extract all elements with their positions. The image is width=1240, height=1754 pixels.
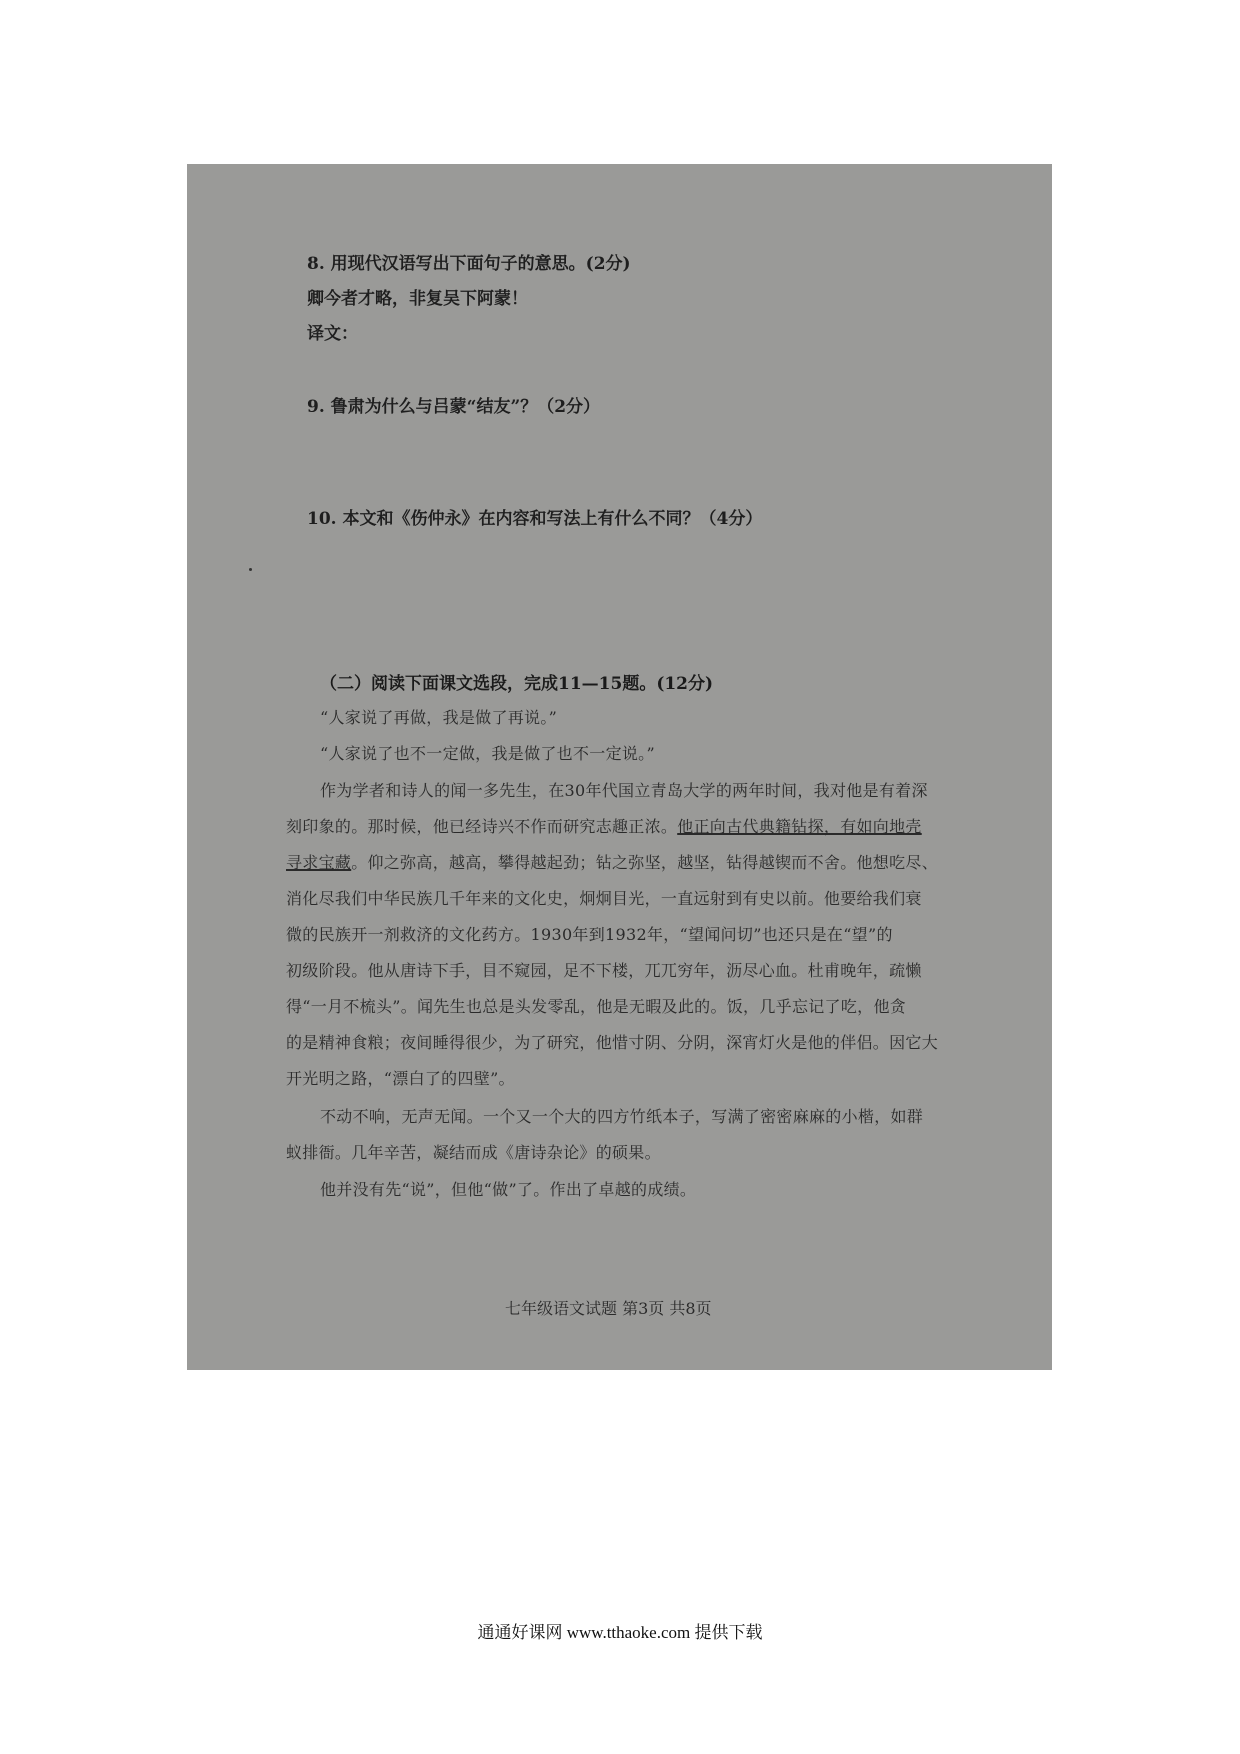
site-footer: 通通好课网 www.tthaoke.com 提供下载 — [477, 1623, 763, 1642]
passage-line: 的是精神食粮；夜间睡得很少，为了研究，他惜寸阴、分阴，深宵灯火是他的伴侣。因它大 — [286, 1033, 939, 1052]
quote-1: “人家说了再做，我是做了再说。” — [320, 708, 558, 727]
passage-line — [286, 814, 922, 837]
question-8-translation-label: 译文： — [307, 324, 358, 344]
passage-line: 微的民族开一剂救济的文化药方。1930年到1932年，“望闻问切”也还只是在“望”的 — [286, 925, 893, 944]
scan-speck — [249, 568, 252, 571]
underlined-sentence-end: 寻求宝藏 — [286, 853, 352, 872]
question-8-prompt: 8. 用现代汉语写出下面句子的意思。(2分) — [307, 254, 631, 274]
scanned-page — [187, 164, 1052, 1370]
passage-line: 开光明之路，“漂白了的四壁”。 — [286, 1069, 515, 1088]
passage-line: 他并没有先“说”，但他“做”了。作出了卓越的成绩。 — [320, 1180, 697, 1199]
passage-line: 蚁排衙。几年辛苦，凝结而成《唐诗杂论》的硕果。 — [286, 1143, 661, 1162]
passage-line: 消化尽我们中华民族几千年来的文化史，炯炯目光，一直远射到有史以前。他要给我们衰 — [286, 889, 922, 908]
quote-2: “人家说了也不一定做，我是做了也不一定说。” — [320, 744, 655, 763]
underlined-sentence: 他正向古代典籍钻探，有如向地壳 — [677, 817, 922, 836]
question-10: 10. 本文和《伤仲永》在内容和写法上有什么不同？（4分） — [307, 509, 763, 529]
question-9: 9. 鲁肃为什么与吕蒙“结友”？（2分） — [307, 397, 601, 417]
section-2-title: （二）阅读下面课文选段，完成11—15题。(12分) — [320, 674, 714, 694]
passage-text: 。仰之弥高，越高，攀得越起劲；钻之弥坚，越坚，钻得越锲而不舍。他想吃尽、 — [351, 853, 939, 872]
passage-text: 刻印象的。那时候，他已经诗兴不作而研究志趣正浓。 — [286, 817, 678, 836]
passage-line: 不动不响，无声无闻。一个又一个大的四方竹纸本子，写满了密密麻麻的小楷，如群 — [320, 1107, 924, 1126]
passage-line: 得“一月不梳头”。闻先生也总是头发零乱，他是无暇及此的。饭，几乎忘记了吃，他贪 — [286, 997, 907, 1016]
passage-line: 作为学者和诗人的闻一多先生，在30年代国立青岛大学的两年时间，我对他是有着深 — [320, 781, 928, 800]
scan-page-footer: 七年级语文试题 第3页 共8页 — [505, 1299, 712, 1318]
question-8-sentence: 卿今者才略，非复吴下阿蒙！ — [307, 289, 528, 309]
passage-line: 初级阶段。他从唐诗下手，目不窥园，足不下楼，兀兀穷年，沥尽心血。杜甫晚年，疏懒 — [286, 961, 922, 980]
passage-line — [286, 850, 938, 873]
